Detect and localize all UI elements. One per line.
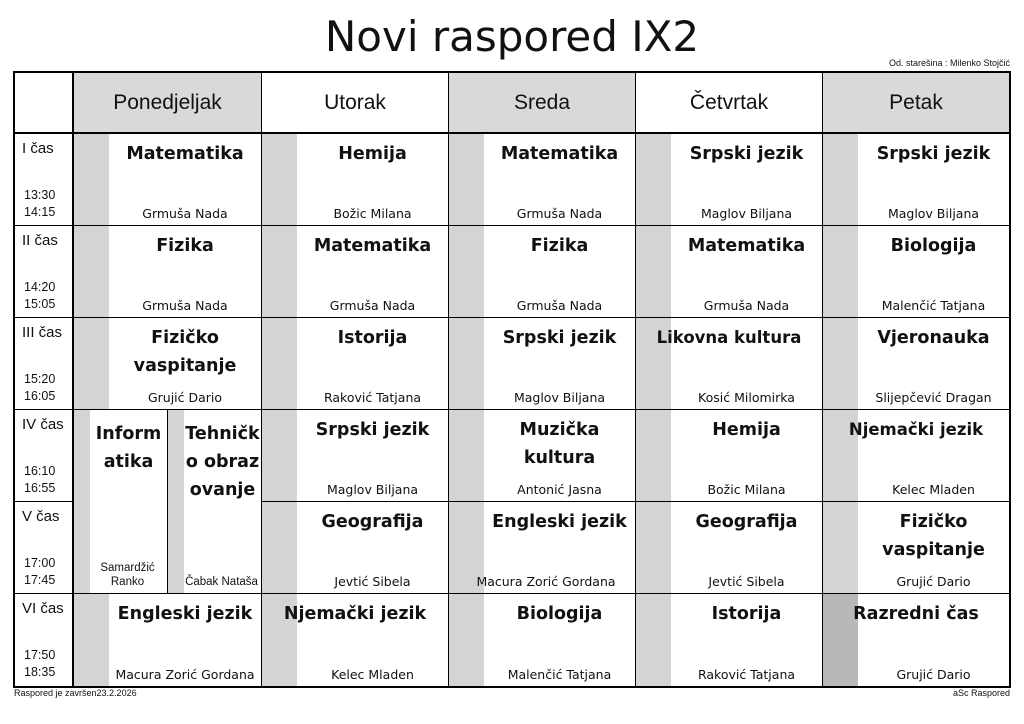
lesson-stripe [636,594,671,686]
lesson-subject: Fizičko vaspitanje [882,512,985,560]
lesson-subject: Srpski jezik [502,328,617,348]
day-header-tuesday: Utorak [262,73,449,134]
lesson-subject: Engleski jezik [492,512,627,532]
period-end-time: 14:15 [24,205,56,219]
period-start-time: 13:30 [24,188,56,202]
lesson-subject: Srpski jezik [315,420,430,440]
lesson-stripe [449,410,484,501]
lesson-teacher: Raković Tatjana [697,667,796,682]
period-end-time: 16:55 [24,481,56,495]
lesson-subject: Fizičko vaspitanje [133,328,237,376]
lesson-teacher: Grmuša Nada [329,298,416,313]
lesson-cell[interactable] [449,594,636,686]
lesson-stripe [262,410,297,501]
lesson-subject: Srpski jezik [876,144,991,164]
lesson-subject: Razredni čas [853,604,979,624]
period-label [15,226,74,318]
lesson-stripe [262,134,297,225]
lesson-cell[interactable] [636,594,823,686]
lesson-stripe [636,502,671,593]
lesson-subject: Njemački jezik [283,604,427,624]
lesson-teacher: Grmuša Nada [703,298,790,313]
lesson-cell[interactable] [823,594,1009,686]
lesson-teacher: Jevtić Sibela [708,574,785,589]
lesson-cell[interactable] [449,226,636,318]
lesson-subject: Geografija [321,512,424,532]
lesson-teacher: Čabak Nataša [185,576,258,588]
lesson-stripe [823,318,858,409]
lesson-cell[interactable] [74,594,262,686]
lesson-teacher: Božic Milana [333,206,412,221]
lesson-cell[interactable] [262,502,449,594]
lesson-cell[interactable] [74,226,262,318]
period-label [15,410,74,502]
lesson-subject: Istorija [337,328,408,348]
lesson-subject: Matematika [126,144,244,164]
lesson-stripe [74,226,109,317]
lesson-stripe [449,594,484,686]
lesson-teacher: Maglov Biljana [887,206,980,221]
lesson-cell[interactable] [823,134,1009,226]
lesson-subject: Matematika [687,236,806,256]
lesson-cell[interactable] [449,502,636,594]
lesson-cell[interactable] [262,318,449,410]
period-start-time: 16:10 [24,464,56,478]
lesson-cell[interactable] [636,134,823,226]
lesson-subject: Hemija [338,144,407,164]
lesson-subject: Matematika [500,144,619,164]
lesson-cell[interactable] [823,410,1009,502]
period-name: VI čas [22,600,64,617]
lesson-subject: Geografija [695,512,798,532]
lesson-cell[interactable] [636,410,823,502]
lesson-stripe [449,318,484,409]
period-name: V čas [22,508,60,525]
lesson-cell[interactable] [636,502,823,594]
period-label [15,318,74,410]
corner-cell [15,73,74,134]
lesson-teacher: Macura Zorić Gordana [476,574,616,589]
lesson-cell[interactable] [262,134,449,226]
lesson-subject: Njemački jezik [848,420,984,439]
lesson-stripe [823,226,858,317]
lesson-teacher: Kelec Mladen [892,482,975,497]
lesson-teacher: Grmuša Nada [516,206,603,221]
period-label [15,134,74,226]
lesson-subject: Muzička kultura [519,420,600,468]
lesson-subject: Tehničk o obraz ovanje [185,424,260,500]
lesson-subject: Fizika [156,236,214,256]
lesson-stripe [74,594,109,686]
lesson-teacher: Jevtić Sibela [334,574,411,589]
lesson-cell[interactable] [823,502,1009,594]
lesson-stripe [168,410,184,593]
lesson-stripe [823,502,858,593]
lesson-stripe [262,226,297,317]
lesson-cell[interactable] [636,226,823,318]
period-label [15,594,74,686]
lesson-subject: Vjeronauka [877,328,990,348]
lesson-subject: Biologija [890,236,977,256]
lesson-teacher: Grmuša Nada [142,206,228,221]
lesson-subject: Inform atika [95,424,162,472]
lesson-stripe [449,134,484,225]
lesson-cell[interactable] [636,318,823,410]
period-name: I čas [22,140,54,157]
lesson-cell[interactable] [449,134,636,226]
day-header-wednesday: Sreda [449,73,636,134]
lesson-stripe [636,410,671,501]
lesson-cell-split[interactable] [74,410,168,594]
lesson-cell[interactable] [823,226,1009,318]
lesson-teacher: Grujić Dario [896,574,971,589]
lesson-teacher: Raković Tatjana [323,390,422,405]
class-teacher-note: Od. starešina : Milenko Stojčić [888,58,1010,68]
period-start-time: 17:00 [24,556,56,570]
lesson-stripe [262,318,297,409]
lesson-teacher: Grmuša Nada [516,298,603,313]
lesson-subject: Hemija [712,420,781,440]
footer-software-credit: aSc Raspored [952,688,1010,698]
day-header-thursday: Četvrtak [636,73,823,134]
page-title: Novi raspored IX2 [324,12,700,61]
period-end-time: 17:45 [24,573,56,587]
period-end-time: 18:35 [24,665,56,679]
lesson-stripe [262,502,297,593]
day-header-monday: Ponedjeljak [74,73,262,134]
lesson-teacher: Kosić Milomirka [698,390,795,405]
lesson-subject: Fizika [530,236,589,256]
lesson-subject: Srpski jezik [689,144,804,164]
lesson-teacher: Kelec Mladen [331,667,414,682]
lesson-teacher: Maglov Biljana [326,482,419,497]
lesson-teacher: Grujić Dario [896,667,971,682]
period-start-time: 17:50 [24,648,56,662]
lesson-subject: Matematika [313,236,432,256]
lesson-stripe [74,410,90,593]
lesson-teacher: Macura Zorić Gordana [115,667,255,682]
lesson-cell-split[interactable] [168,410,262,594]
lesson-cell[interactable] [74,318,262,410]
lesson-subject: Engleski jezik [117,604,253,624]
lesson-cell[interactable] [449,318,636,410]
lesson-stripe [74,134,109,225]
lesson-subject: Istorija [711,604,782,624]
lesson-teacher: Malenčić Tatjana [881,298,986,313]
period-name: II čas [22,232,58,249]
lesson-cell[interactable] [74,134,262,226]
timetable-grid [13,71,1011,688]
lesson-subject: Biologija [516,604,603,624]
footer-completed-note: Raspored je završen23.2.2026 [14,688,137,698]
period-name: III čas [22,324,63,341]
lesson-cell[interactable] [449,410,636,502]
lesson-teacher: Grujić Dario [147,390,223,405]
period-end-time: 15:05 [24,297,56,311]
lesson-stripe [449,226,484,317]
day-header-friday: Petak [823,73,1009,134]
period-label [15,502,74,594]
lesson-teacher: Grmuša Nada [142,298,228,313]
lesson-teacher: Maglov Biljana [700,206,793,221]
lesson-teacher: Božic Milana [707,482,786,497]
lesson-cell[interactable] [262,226,449,318]
lesson-teacher: Slijepčević Dragan [875,390,992,405]
lesson-teacher: Maglov Biljana [513,390,606,405]
period-start-time: 14:20 [24,280,56,294]
period-end-time: 16:05 [24,389,56,403]
lesson-stripe [636,226,671,317]
lesson-teacher: Antonić Jasna [517,482,602,497]
lesson-stripe [636,134,671,225]
lesson-stripe [823,134,858,225]
period-start-time: 15:20 [24,372,56,386]
period-name: IV čas [22,416,64,433]
lesson-cell[interactable] [262,410,449,502]
lesson-teacher: Malenčić Tatjana [507,667,612,682]
lesson-subject: Likovna kultura [656,328,802,347]
lesson-teacher: Samardžić Ranko [100,562,155,588]
lesson-cell[interactable] [262,594,449,686]
lesson-cell[interactable] [823,318,1009,410]
lesson-stripe [74,318,109,409]
